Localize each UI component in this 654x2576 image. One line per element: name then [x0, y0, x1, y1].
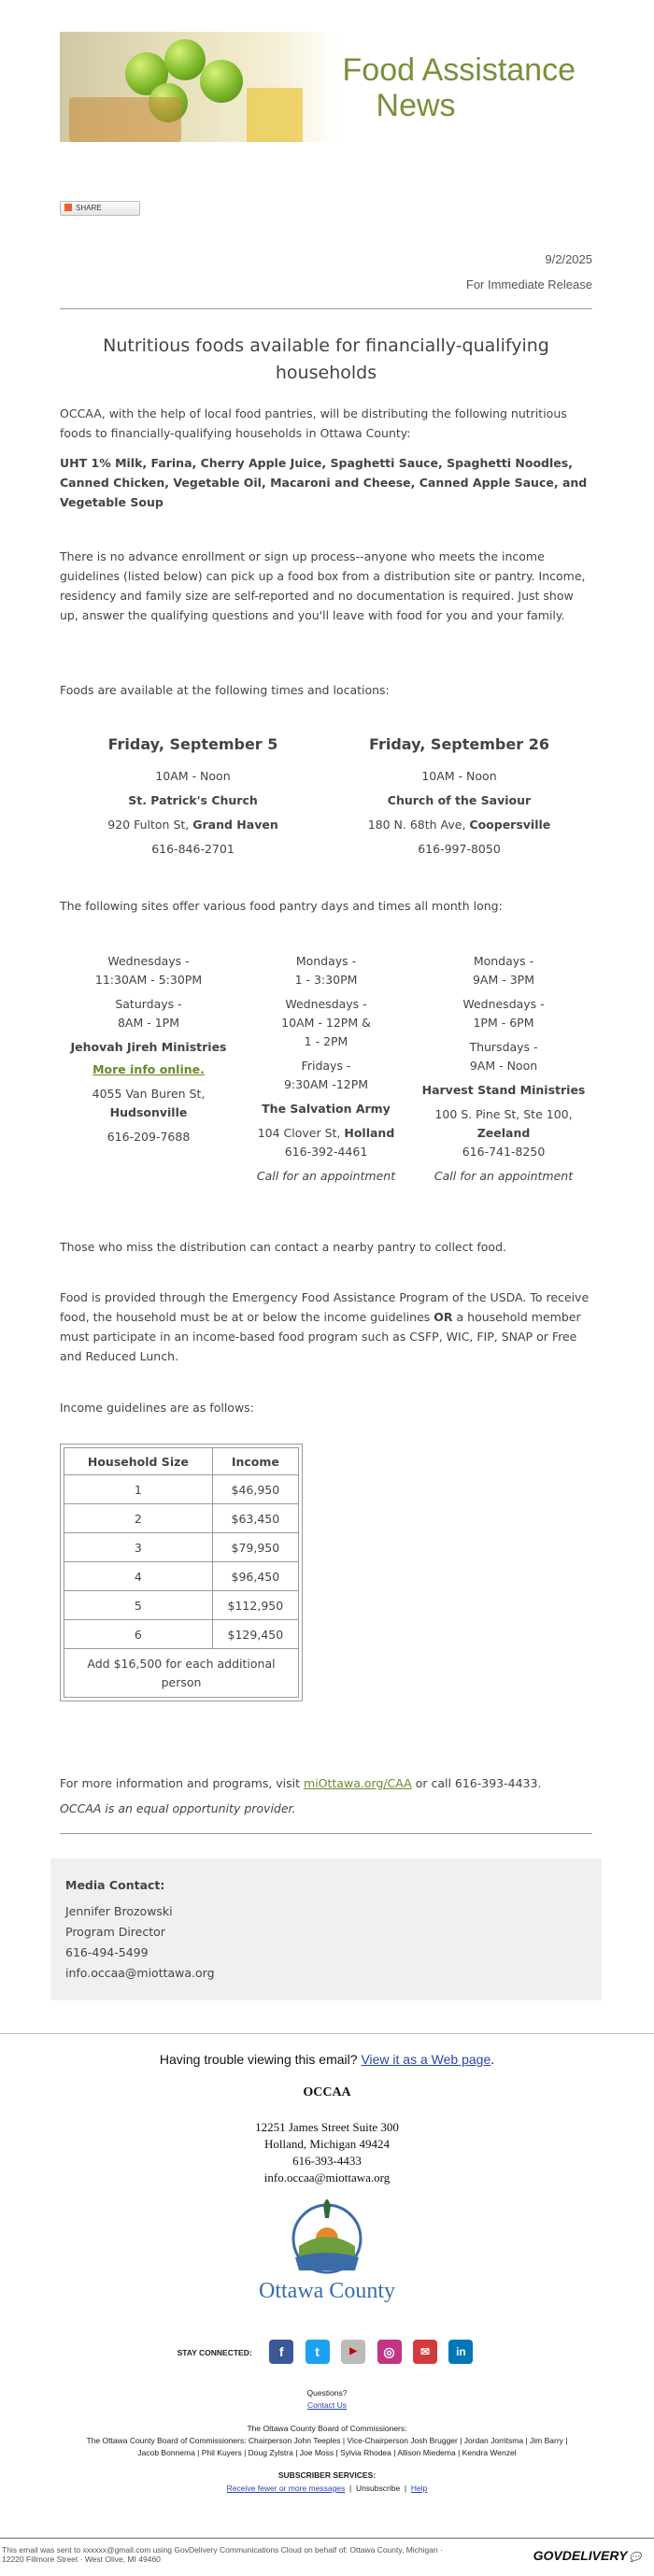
table-row: 5 $112,950 [64, 1591, 299, 1620]
contact-phone: 616-494-5499 [65, 1945, 149, 1959]
board-line-1: The Ottawa County Board of Commissioners: Chairperson John Teeples | Vice-Chairperson Josh Brugger | Jordan Jorritsma | Jim Barry | [86, 2436, 568, 2445]
pantry-name: Jehovah Jireh Ministries [70, 1040, 227, 1054]
pantry-phone: 616-741-8250 [462, 1145, 546, 1159]
distribution-address: 180 N. 68th Ave, Coopersville [367, 818, 551, 832]
subscriber-services-label: SUBSCRIBER SERVICES: [277, 2470, 377, 2480]
unsubscribe-link[interactable]: Unsubscribe [355, 2483, 401, 2493]
sent-notice: This email was sent to xxxxxx@gmail.com using GovDelivery Communications Cloud on behalf of: Ottawa County, Michigan · 12220 Fillmore Street · West Olive, MI 49460 [2, 2545, 443, 2564]
divider [60, 308, 592, 309]
distribution-1 [60, 731, 326, 861]
distribution-site: St. Patrick's Church [128, 793, 258, 807]
pantry-name: Harvest Stand Ministries [421, 1083, 586, 1097]
table-header: Income [212, 1448, 298, 1475]
share-icon [64, 204, 72, 211]
pantry-phone: 616-209-7688 [107, 1130, 191, 1144]
income-table [64, 1447, 299, 1698]
more-info-link[interactable]: More info online. [92, 1062, 205, 1076]
pantry-2: Mondays - 1 - 3:30PM Wednesdays - 10AM - 12PM & 1 - 2PM Fridays - 9:30AM -12PM The Salvation Army 104 Clover St, Holland 616-392-4461 Call for an appointment [237, 952, 415, 1186]
table-row: 3 $79,950 [64, 1533, 299, 1562]
govdelivery-logo[interactable]: GOVDELIVERY 💬 [533, 2548, 641, 2563]
food-list: UHT 1% Milk, Farina, Cherry Apple Juice, Spaghetti Sauce, Spaghetti Noodles, Canned Chicken, Vegetable Oil, Macaroni and Cheese, Canned Apple Sauce, and Vegetable Soup [60, 456, 588, 509]
table-row: 2 $63,450 [64, 1504, 299, 1533]
contact-name: Jennifer Brozowski [65, 1904, 173, 1918]
pantry-city: Zeeland [476, 1126, 531, 1140]
logo-text: Ottawa County [259, 2279, 395, 2303]
distribution-time: 10AM - Noon [421, 769, 497, 783]
web-view-notice: Having trouble viewing this email? View it as a Web page. [159, 2052, 495, 2067]
pantry-note: Call for an appointment [434, 1169, 574, 1183]
enrollment-paragraph: There is no advance enrollment or sign up process--anyone who meets the income guidelines (listed below) can pick up a food box from a distribution site or pantry. Income, residency and family size are self-reported and no documentation is required. Just show up, answer the qualifying questions and you'll leave with food for you and your family. [60, 549, 586, 622]
pantry-address: 104 Clover St, Holland [257, 1126, 395, 1140]
footer-org: OCCAA [303, 2085, 351, 2099]
program-paragraph: Food is provided through the Emergency Food Assistance Program of the USDA. To receive food, the household must be at or below the income guidelines OR a household member must participate in an income-based food program such as CSFP, WIC, FIP, SNAP or Free and Reduced Lunch. [60, 1290, 590, 1363]
email-icon[interactable]: ✉ [413, 2340, 437, 2364]
distribution-site: Church of the Saviour [387, 793, 532, 807]
pantry-address: 100 S. Pine St, Ste 100, [434, 1107, 573, 1121]
web-page-link[interactable]: View it as a Web page [361, 2052, 491, 2067]
instagram-icon[interactable]: ◎ [377, 2340, 402, 2364]
manage-subscriptions-link[interactable]: Receive fewer or more messages [226, 2483, 346, 2493]
email-page [0, 32, 654, 2564]
subscriber-links: Receive fewer or more messages | Unsubscribe | Help [226, 2483, 428, 2493]
pantry-intro: The following sites offer various food pantry days and times all month long: [60, 899, 503, 913]
produce-photo [60, 32, 340, 142]
linkedin-icon[interactable]: in [448, 2340, 473, 2364]
media-contact-label: Media Contact: [65, 1878, 165, 1892]
release-note: For Immediate Release [465, 278, 592, 292]
ottawa-county-logo [252, 2199, 402, 2302]
distribution-2 [326, 731, 592, 861]
banner-title-line1: Food Assistance [342, 52, 576, 88]
times-intro: Foods are available at the following times and locations: [60, 683, 390, 697]
income-table-wrapper [60, 1444, 303, 1701]
pantry-city: Hudsonville [109, 1105, 188, 1119]
help-link[interactable]: Help [410, 2483, 428, 2493]
footer-address: 12251 James Street Suite 300 Holland, Michigan 49424 616-393-4433 info.occaa@miottawa.org [255, 2120, 399, 2185]
newsletter-banner [60, 32, 594, 142]
contact-title: Program Director [65, 1925, 165, 1939]
divider [60, 1833, 592, 1834]
table-footer-row: Add $16,500 for each additional person [64, 1649, 299, 1698]
caa-link[interactable]: miOttawa.org/CAA [304, 1776, 412, 1790]
article-headline: Nutritious foods available for financially-qualifying households [103, 335, 549, 383]
table-header: Household Size [64, 1448, 213, 1475]
social-links [0, 2340, 654, 2364]
speech-bubble-icon: 💬 [629, 2553, 641, 2563]
board-line-2: Jacob Bonnema | Phil Kuyers | Doug Zylstra | Joe Moss | Sylvia Rhodea | Allison Miedema | Kendra Wenzel [137, 2448, 517, 2457]
bottom-divider [0, 2538, 654, 2539]
table-row: 6 $129,450 [64, 1620, 299, 1649]
pantry-3: Mondays - 9AM - 3PM Wednesdays - 1PM - 6PM Thursdays - 9AM - Noon Harvest Stand Ministries 100 S. Pine St, Ste 100, Zeeland 616-741-8250 Call for an appointment [415, 952, 592, 1186]
pantry-address: 4055 Van Buren St, [92, 1087, 206, 1101]
logo-emblem-icon [252, 2199, 402, 2274]
table-row: 4 $96,450 [64, 1562, 299, 1591]
intro-paragraph: OCCAA, with the help of local food pantries, will be distributing the following nutritious foods to financially-qualifying households in Ottawa County: [60, 406, 567, 440]
contact-us-link[interactable]: Contact Us [306, 2400, 348, 2410]
release-date: 9/2/2025 [545, 252, 592, 266]
youtube-icon[interactable]: ▶ [341, 2340, 365, 2364]
questions-label: Questions? [306, 2388, 348, 2398]
distribution-phone: 616-846-2701 [151, 842, 235, 856]
distribution-address: 920 Fulton St, Grand Haven [107, 818, 278, 832]
media-contact-box [50, 1858, 602, 2000]
banner-title [343, 52, 576, 123]
twitter-icon[interactable]: t [306, 2340, 330, 2364]
missed-paragraph: Those who miss the distribution can contact a nearby pantry to collect food. [60, 1240, 506, 1254]
footer-divider [0, 2033, 654, 2034]
distribution-date: Friday, September 5 [107, 735, 278, 753]
more-info-paragraph: For more information and programs, visit miOttawa.org/CAA or call 616-393-4433. [60, 1776, 542, 1790]
board-title: The Ottawa County Board of Commissioners: [247, 2424, 407, 2433]
stay-connected-label: STAY CONNECTED: [177, 2348, 252, 2358]
table-row: 1 $46,950 [64, 1475, 299, 1504]
equal-opportunity: OCCAA is an equal opportunity provider. [60, 1801, 296, 1815]
share-label: SHARE [76, 204, 102, 212]
pantry-name: The Salvation Army [262, 1102, 391, 1116]
distribution-date: Friday, September 26 [369, 735, 549, 753]
pantry-phone: 616-392-4461 [284, 1145, 368, 1159]
pantry-1: Wednesdays - 11:30AM - 5:30PM Saturdays - 8AM - 1PM Jehovah Jireh Ministries More info online. 4055 Van Buren St, Hudsonville 616-209-7688 [60, 952, 237, 1146]
guidelines-intro: Income guidelines are as follows: [60, 1401, 254, 1415]
contact-email: info.occaa@miottawa.org [65, 1966, 215, 1980]
distribution-time: 10AM - Noon [155, 769, 231, 783]
facebook-icon[interactable]: f [269, 2340, 293, 2364]
banner-title-line2: News [376, 88, 456, 123]
share-button[interactable] [60, 201, 140, 216]
pantry-note: Call for an appointment [256, 1169, 396, 1183]
distribution-phone: 616-997-8050 [418, 842, 501, 856]
